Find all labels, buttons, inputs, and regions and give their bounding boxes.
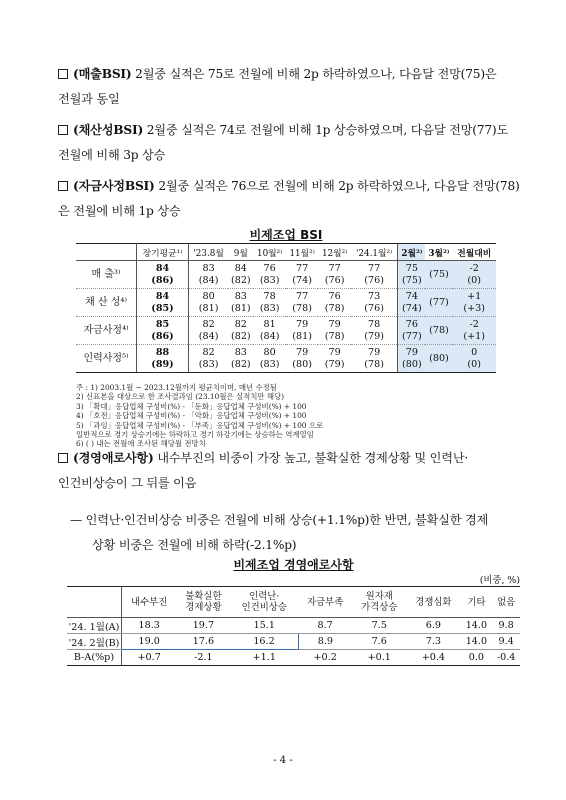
- factor-cell: +0.2: [298, 650, 352, 666]
- bullet-text: 은 전월에 비해 1p 상승: [58, 204, 181, 218]
- table-note: 3) 「확대」응답업체 구성비(%) - 「둔화」응답업체 구성비(%) + 100: [76, 401, 307, 411]
- bsi-cell: [228, 317, 253, 345]
- bsi-cell: [253, 345, 285, 373]
- bsi-actual-value: 79: [405, 346, 418, 358]
- bsi-header-cell: '23.8월: [189, 244, 229, 261]
- bsi-cell: [253, 317, 285, 345]
- bsi-actual-value: 88: [155, 346, 170, 358]
- bsi-header-cell: 장기평균¹⁾: [137, 244, 189, 261]
- bsi-cell: [318, 261, 350, 289]
- factor-cell: -2.1: [176, 650, 230, 666]
- factor-cell: 19.7: [176, 618, 230, 634]
- bsi-outlook-value: (74): [292, 274, 312, 286]
- factor-row: [67, 634, 520, 650]
- bsi-cell: [137, 289, 189, 317]
- bsi-actual-value: 82: [234, 318, 247, 330]
- bsi-actual-value: 82: [202, 318, 215, 330]
- bsi-cell: [286, 289, 318, 317]
- bsi-cell: [452, 289, 496, 317]
- bsi-outlook-value: (81): [292, 330, 312, 342]
- bsi-header-cell: 3월²⁾: [425, 244, 452, 261]
- bullet-business-difficulties: [58, 446, 526, 496]
- bsi-row-label: 자금사정⁴⁾: [76, 317, 137, 345]
- bsi-cell: [398, 345, 426, 373]
- factor-cell: 6.9: [406, 618, 460, 634]
- bsi-outlook-value: (80): [402, 358, 422, 370]
- table-note: 2) 신표본을 대상으로 한 조사결과임 (23.10월은 실적치만 해당): [76, 392, 285, 402]
- bullet-text: 2월중 실적은 74로 전월에 비해 1p 상승하였으며, 다음달 전망(77)도: [143, 123, 509, 137]
- factor-header-cell: 기타: [460, 587, 492, 618]
- bsi-cell: [137, 317, 189, 345]
- factor-cell: 14.0: [460, 634, 492, 650]
- factor-row-label: B-A(%p): [67, 650, 122, 666]
- bsi-cell: [452, 261, 496, 289]
- bsi-cell: [452, 345, 496, 373]
- sub-bullet-text: — 인력난·인건비상승 비중은 전월에 비해 상승(+1.1%p)한 반면, 불확실한 경제: [70, 513, 489, 527]
- factor-table-title: 비제조업 경영애로사항: [233, 558, 354, 572]
- bsi-row: [76, 289, 496, 317]
- bsi-outlook-value: (80): [292, 358, 312, 370]
- bsi-header-row: [76, 244, 496, 261]
- bsi-actual-value: 77: [296, 290, 309, 302]
- bsi-actual-value: 77: [328, 262, 341, 274]
- bsi-actual-value: 80: [202, 290, 215, 302]
- bsi-outlook-value: (86): [151, 274, 174, 286]
- checkbox-square-icon: [58, 181, 68, 191]
- bsi-outlook-value: (84): [198, 274, 219, 286]
- bsi-actual-value: 76: [263, 262, 276, 274]
- bsi-outlook-value: (77): [429, 296, 449, 308]
- bullet-sales: [58, 62, 526, 112]
- bsi-actual-value: 78: [263, 290, 276, 302]
- bullet-text: 인건비상승이 그 뒤를 이음: [58, 476, 197, 490]
- bsi-outlook-value: (89): [151, 358, 174, 370]
- bsi-row: [76, 261, 496, 289]
- bsi-actual-value: 75: [405, 262, 418, 274]
- bsi-header-cell: [76, 244, 137, 261]
- bsi-actual-value: 76: [405, 318, 418, 330]
- factor-cell: +1.1: [230, 650, 298, 666]
- bsi-cell: [318, 289, 350, 317]
- bsi-actual-value: 77: [367, 262, 381, 274]
- bsi-table: [76, 243, 496, 373]
- bsi-table-title: 비제조업 BSI: [249, 228, 323, 242]
- bsi-outlook-value: (85): [151, 302, 174, 314]
- bsi-actual-value: -2: [469, 318, 479, 330]
- bsi-outlook-value: (75): [429, 268, 449, 280]
- sub-bullet: [70, 508, 526, 558]
- bsi-actual-value: 82: [202, 346, 215, 358]
- factor-header-cell: 불확실한 경제상황: [176, 587, 230, 618]
- bsi-cell: [286, 261, 318, 289]
- factor-cell: +0.7: [122, 650, 177, 666]
- bsi-cell: [189, 289, 229, 317]
- bullet-text: 내수부진의 비중이 가장 높고, 불확실한 경제상황 및 인력난·: [153, 451, 469, 465]
- sub-bullet-text: 상황 비중은 전월에 비해 하락(-2.1%p): [92, 538, 297, 552]
- bsi-actual-value: 79: [328, 346, 341, 358]
- factor-cell: 9.4: [492, 634, 520, 650]
- bsi-outlook-value: (0): [467, 358, 482, 370]
- bullet-keyword: (자금사정BSI): [73, 179, 155, 193]
- bsi-cell: [137, 345, 189, 373]
- factor-cell: 16.2: [230, 634, 298, 650]
- bsi-outlook-value: (82): [230, 330, 251, 342]
- bsi-actual-value: 84: [234, 262, 247, 274]
- bsi-outlook-value: (83): [259, 274, 280, 286]
- bsi-row: [76, 345, 496, 373]
- factor-row-label: '24. 2월(B): [67, 634, 122, 650]
- bsi-header-cell: 12월²⁾: [318, 244, 350, 261]
- bsi-cell: [425, 289, 452, 317]
- bsi-cell: [398, 317, 426, 345]
- bsi-outlook-value: (79): [324, 358, 345, 370]
- bsi-cell: [425, 317, 452, 345]
- bsi-actual-value: 78: [367, 318, 381, 330]
- bsi-cell: [189, 345, 229, 373]
- bsi-outlook-value: (76): [364, 302, 384, 314]
- bsi-outlook-value: (+3): [463, 302, 486, 314]
- bsi-cell: [351, 345, 398, 373]
- factor-header-cell: 원자재 가격상승: [352, 587, 406, 618]
- bullet-funding: [58, 174, 526, 224]
- bsi-actual-value: 79: [296, 346, 309, 358]
- bsi-actual-value: 79: [296, 318, 309, 330]
- factor-cell: 9.8: [492, 618, 520, 634]
- factor-cell: 19.0: [122, 634, 177, 650]
- bsi-cell: [228, 261, 253, 289]
- table-note: 6) ( ) 내는 전월에 조사된 해당월 전망치: [76, 439, 206, 449]
- bsi-row-label: 매 출³⁾: [76, 261, 137, 289]
- bsi-actual-value: 73: [367, 290, 381, 302]
- factor-header-cell: [67, 587, 122, 618]
- bsi-header-cell: 10월²⁾: [253, 244, 285, 261]
- bsi-cell: [137, 261, 189, 289]
- bsi-row-label: 채 산 성⁴⁾: [76, 289, 137, 317]
- factor-row: [67, 618, 520, 634]
- bsi-actual-value: 83: [202, 262, 215, 274]
- factor-cell: 7.6: [352, 634, 406, 650]
- bullet-profitability: [58, 118, 526, 168]
- bsi-outlook-value: (83): [259, 358, 280, 370]
- bsi-outlook-value: (83): [198, 358, 219, 370]
- bsi-outlook-value: (+1): [463, 330, 486, 342]
- bsi-outlook-value: (75): [402, 274, 422, 286]
- bullet-text: 전월과 동일: [58, 92, 120, 106]
- bsi-cell: [286, 345, 318, 373]
- bullet-keyword: (채산성BSI): [73, 123, 144, 137]
- bsi-cell: [189, 261, 229, 289]
- bsi-row: [76, 317, 496, 345]
- factor-cell: 7.3: [406, 634, 460, 650]
- bsi-cell: [351, 289, 398, 317]
- bsi-outlook-value: (80): [429, 352, 449, 364]
- bullet-text: 전월에 비해 3p 상승: [58, 148, 166, 162]
- factor-cell: -0.4: [492, 650, 520, 666]
- bsi-outlook-value: (81): [198, 302, 219, 314]
- bsi-outlook-value: (82): [230, 274, 251, 286]
- factor-header-cell: 자금부족: [298, 587, 352, 618]
- bsi-outlook-value: (78): [429, 324, 449, 336]
- bullet-keyword: (매출BSI): [73, 67, 132, 81]
- bsi-actual-value: 81: [263, 318, 276, 330]
- bullet-keyword: (경영애로사항): [73, 451, 154, 465]
- bsi-cell: [253, 261, 285, 289]
- bsi-actual-value: -2: [469, 262, 479, 274]
- bsi-cell: [318, 345, 350, 373]
- bsi-actual-value: 84: [155, 262, 170, 274]
- checkbox-square-icon: [58, 69, 68, 79]
- bsi-outlook-value: (79): [364, 330, 384, 342]
- factor-header-cell: 경쟁심화: [406, 587, 460, 618]
- table-note: 일반적으로 경기 상승기에는 하락하고 경기 하강기에는 상승하는 역계열임: [76, 430, 314, 440]
- bsi-cell: [351, 317, 398, 345]
- factor-header-cell: 내수부진: [122, 587, 177, 618]
- bullet-text: 2월중 실적은 76으로 전월에 비해 2p 하락하였으나, 다음달 전망(78): [154, 179, 520, 193]
- bsi-cell: [398, 289, 426, 317]
- bsi-cell: [425, 345, 452, 373]
- bsi-outlook-value: (76): [364, 274, 384, 286]
- bsi-cell: [425, 261, 452, 289]
- bsi-outlook-value: (83): [259, 302, 280, 314]
- bsi-outlook-value: (77): [402, 330, 422, 342]
- bsi-actual-value: 80: [263, 346, 276, 358]
- bsi-actual-value: 77: [296, 262, 309, 274]
- factor-table: [67, 586, 520, 666]
- bsi-cell: [189, 317, 229, 345]
- bsi-cell: [286, 317, 318, 345]
- factor-cell: 18.3: [122, 618, 177, 634]
- table-note: 주 : 1) 2003.1월 ~ 2023.12월까지 평균치이며, 매년 수정됨: [76, 383, 277, 392]
- bsi-actual-value: 79: [367, 346, 381, 358]
- bsi-cell: [253, 289, 285, 317]
- bsi-outlook-value: (78): [292, 302, 312, 314]
- factor-header-row: [67, 587, 520, 618]
- bsi-row-label: 인력사정⁵⁾: [76, 345, 137, 373]
- bsi-cell: [228, 345, 253, 373]
- bsi-outlook-value: (84): [198, 330, 219, 342]
- factor-cell: 8.7: [298, 618, 352, 634]
- bsi-actual-value: +1: [467, 290, 482, 302]
- bsi-outlook-value: (0): [467, 274, 482, 286]
- bsi-actual-value: 84: [155, 290, 170, 302]
- bsi-actual-value: 85: [155, 318, 170, 330]
- bsi-actual-value: 74: [405, 290, 418, 302]
- factor-cell: 7.5: [352, 618, 406, 634]
- table-note: 5) 「과잉」응답업체 구성비(%) - 「부족」응답업체 구성비(%) + 100 으로: [76, 420, 324, 430]
- bsi-outlook-value: (76): [324, 274, 345, 286]
- factor-cell: +0.1: [352, 650, 406, 666]
- page-number: - 4 -: [273, 755, 293, 766]
- bsi-cell: [351, 261, 398, 289]
- bsi-header-cell: 2월²⁾: [398, 244, 426, 261]
- bsi-header-cell: 9월: [228, 244, 253, 261]
- factor-cell: 0.0: [460, 650, 492, 666]
- bsi-outlook-value: (78): [364, 358, 384, 370]
- factor-row-label: '24. 1월(A): [67, 618, 122, 634]
- table-note: 4) 「호전」응답업체 구성비(%) - 「악화」응답업체 구성비(%) + 100: [76, 411, 307, 421]
- bsi-outlook-value: (74): [402, 302, 422, 314]
- factor-cell: 17.6: [176, 634, 230, 650]
- factor-header-cell: 없음: [492, 587, 520, 618]
- bsi-cell: [452, 317, 496, 345]
- bsi-outlook-value: (78): [324, 302, 345, 314]
- bsi-header-cell: 전월대비: [452, 244, 496, 261]
- bsi-cell: [228, 289, 253, 317]
- bsi-outlook-value: (86): [151, 330, 174, 342]
- bsi-actual-value: 76: [328, 290, 341, 302]
- factor-cell: 8.9: [298, 634, 352, 650]
- bsi-actual-value: 83: [234, 290, 247, 302]
- factor-table-unit: (비중, %): [479, 575, 520, 586]
- factor-cell: 14.0: [460, 618, 492, 634]
- bsi-header-cell: '24.1월²⁾: [351, 244, 398, 261]
- factor-cell: 15.1: [230, 618, 298, 634]
- factor-row: [67, 650, 520, 666]
- bsi-table-notes: [76, 383, 506, 449]
- factor-cell: +0.4: [406, 650, 460, 666]
- checkbox-square-icon: [58, 125, 68, 135]
- bullet-text: 2월중 실적은 75로 전월에 비해 2p 하락하였으나, 다음달 전망(75)은: [131, 67, 497, 81]
- bsi-outlook-value: (84): [259, 330, 280, 342]
- bsi-cell: [398, 261, 426, 289]
- bsi-cell: [318, 317, 350, 345]
- bsi-outlook-value: (81): [230, 302, 251, 314]
- bsi-actual-value: 0: [471, 346, 478, 358]
- bsi-outlook-value: (82): [230, 358, 251, 370]
- bsi-header-cell: 11월²⁾: [286, 244, 318, 261]
- bsi-actual-value: 79: [328, 318, 341, 330]
- bsi-actual-value: 83: [234, 346, 247, 358]
- bsi-outlook-value: (78): [324, 330, 345, 342]
- factor-header-cell: 인력난· 인건비상승: [230, 587, 298, 618]
- checkbox-square-icon: [58, 453, 68, 463]
